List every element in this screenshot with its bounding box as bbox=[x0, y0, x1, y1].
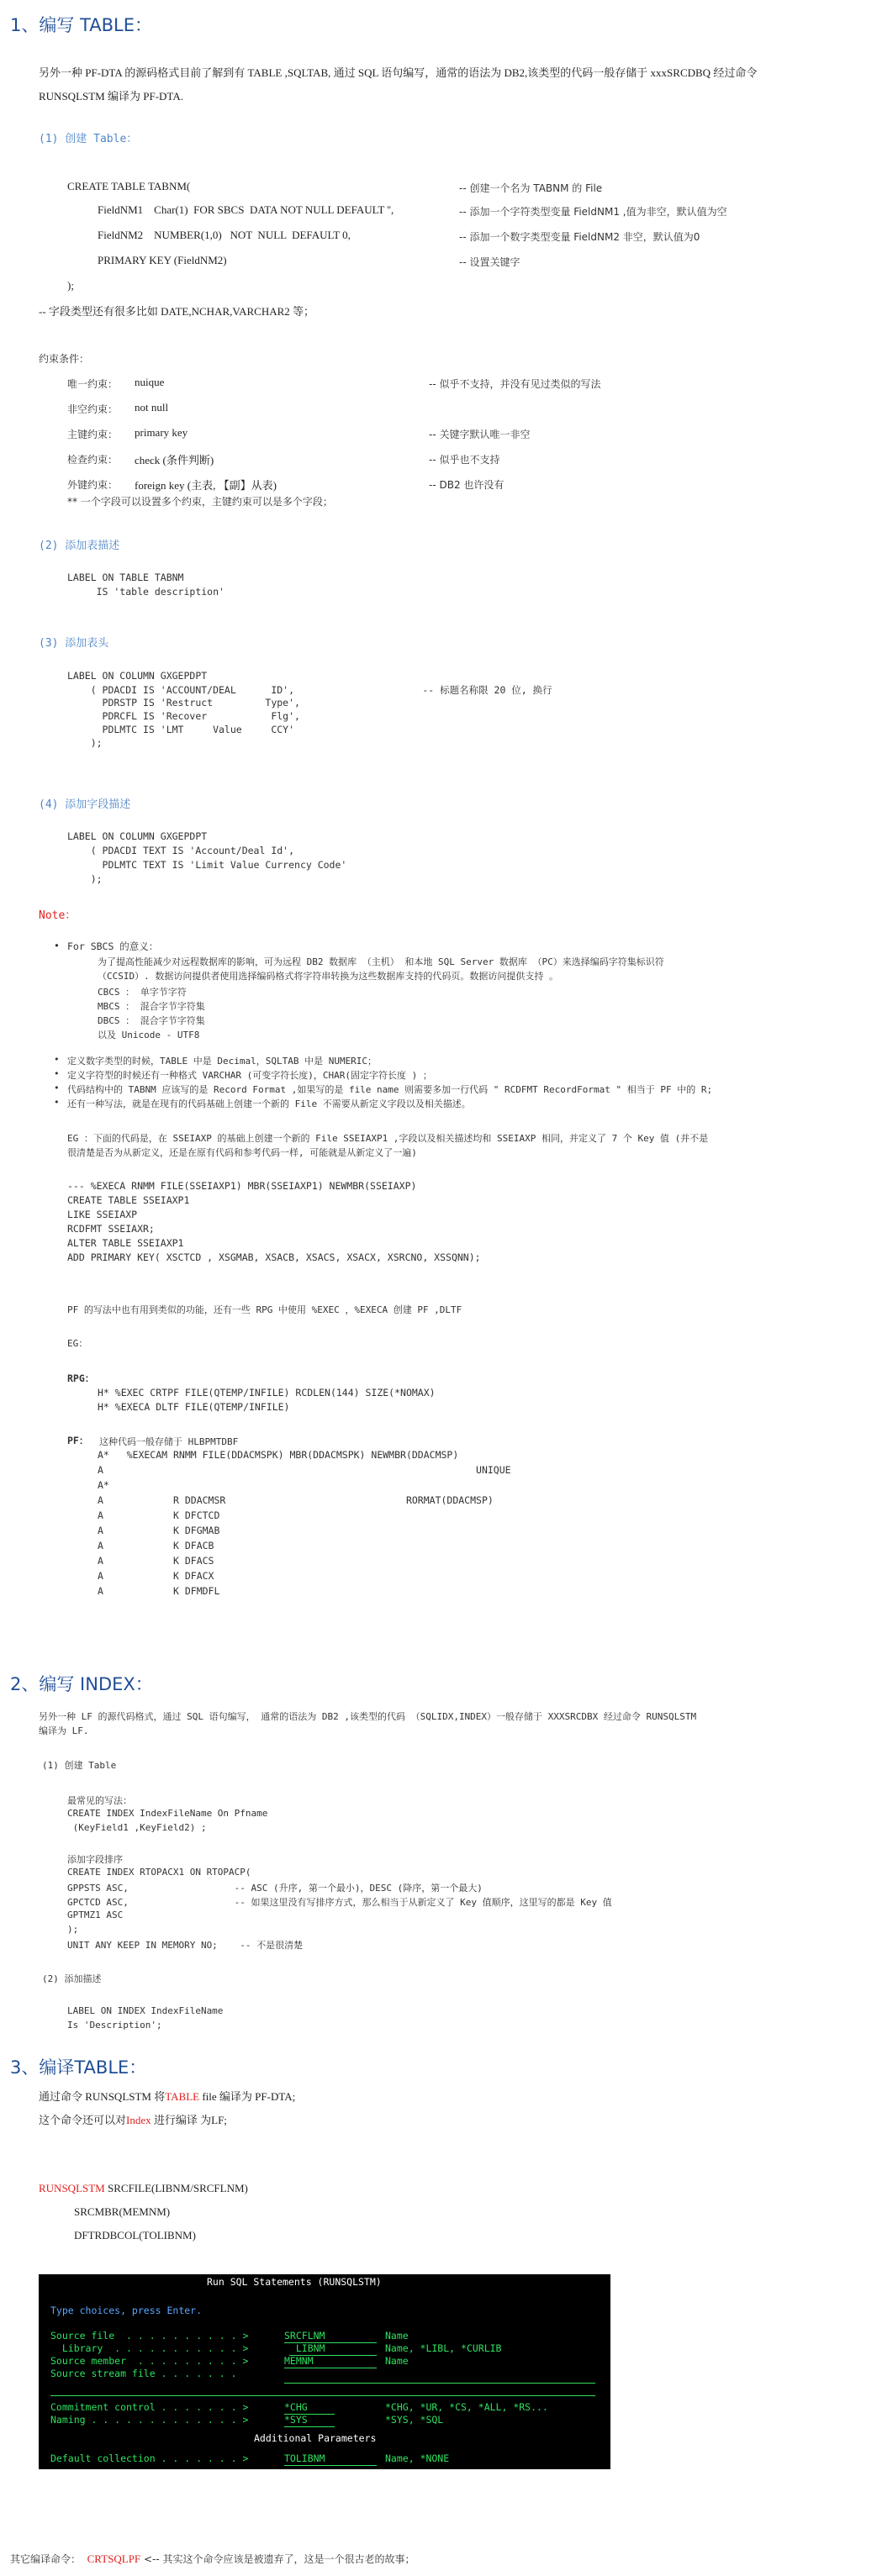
s3-command-1 bbox=[39, 2182, 248, 2195]
eg-code-1: --- %EXECA RNMM FILE(SSEIAXP1) MBR(SSEIAXP1) NEWMBR(SSEIAXP) bbox=[67, 1180, 417, 1192]
s2-step-2-heading: (2) 添加描述 bbox=[42, 1973, 102, 1984]
pf-code-2: A UNIQUE bbox=[98, 1464, 511, 1476]
section-1-title: 1、编写 TABLE： bbox=[10, 15, 152, 35]
note-title: Note： bbox=[39, 909, 77, 922]
terminal-field-library[interactable]: LIBNM bbox=[284, 2342, 325, 2354]
terminal-underline-stream-file-2[interactable] bbox=[50, 2395, 595, 2396]
s3-line-1 bbox=[39, 2088, 295, 2104]
constraint-comment-4: -- 似乎也不支持 bbox=[429, 454, 500, 466]
step3-code-2: ( PDACDI IS 'ACCOUNT/DEAL ID', -- 标题名称限 20 位, 换行 bbox=[67, 684, 552, 696]
terminal-additional-params: Additional Parameters bbox=[254, 2432, 377, 2444]
pf-code-5: A K DFCTCD bbox=[98, 1509, 220, 1521]
section-3-title: 3、编译TABLE： bbox=[10, 2057, 147, 2078]
terminal-label-naming: Naming . . . . . . . . . . . . . > bbox=[50, 2414, 249, 2426]
constraints-note: ** 一个字段可以设置多个约束，主键约束可以是多个字段； bbox=[67, 496, 333, 508]
constraint-value-2: not null bbox=[135, 401, 169, 414]
section-2-title: 2、编写 INDEX： bbox=[10, 1674, 153, 1694]
pf-code-8: A K DFACS bbox=[98, 1555, 214, 1567]
s3-command-args: SRCFILE(LIBNM/SRCFLNM) bbox=[104, 2182, 248, 2194]
s1-step-1-heading: (1) 创建 Table： bbox=[39, 133, 138, 145]
s2-code1-10: ); bbox=[67, 1924, 79, 1935]
eg-code-5: ALTER TABLE SSEIAXP1 bbox=[67, 1237, 184, 1249]
create-line-5: ); bbox=[67, 279, 74, 292]
s1-step-2-heading: (2) 添加表描述 bbox=[39, 540, 120, 552]
s1-step-3-heading: (3) 添加表头 bbox=[39, 637, 109, 650]
rpg-label: RPG： bbox=[67, 1372, 95, 1384]
eg-code-6: ADD PRIMARY KEY( XSCTCD , XSGMAB, XSACB, XSACS, XSACX, XSRCNO, XSSQNN); bbox=[67, 1251, 481, 1263]
s2-code1-5: 添加字段排序 bbox=[67, 1854, 123, 1865]
terminal-title: Run SQL Statements (RUNSQLSTM) bbox=[207, 2276, 382, 2288]
create-comment-1: -- 创建一个名为 TABNM 的 File bbox=[459, 182, 603, 194]
step4-code-4: ); bbox=[67, 873, 103, 885]
create-comment-2: -- 添加一个字符类型变量 FieldNM1 ,值为非空，默认值为空 bbox=[459, 206, 727, 218]
terminal-underline-stream-file-1[interactable] bbox=[284, 2383, 595, 2384]
terminal-hint-source-file: Name bbox=[385, 2330, 409, 2342]
s3-line-1-highlight: TABLE bbox=[165, 2090, 200, 2103]
constraint-label-2: 非空约束： bbox=[67, 403, 119, 415]
s3-line-2 bbox=[39, 2111, 227, 2127]
bullet-2: • 定义字符型的时候还有一种格式 VARCHAR (可变字符长度)，CHAR(固定字符长度 ) ； bbox=[67, 1068, 432, 1082]
terminal-field-source-file[interactable]: SRCFLNM bbox=[284, 2330, 325, 2342]
s1-step-4-heading: (4) 添加字段描述 bbox=[39, 798, 131, 811]
terminal-field-naming[interactable]: *SYS bbox=[284, 2414, 308, 2426]
terminal-underline-naming bbox=[284, 2426, 335, 2427]
constraint-value-4: check (条件判断) bbox=[135, 454, 214, 466]
types-note: -- 字段类型还有很多比如 DATE,NCHAR,VARCHAR2 等； bbox=[39, 305, 315, 318]
pf-code-4: A R DDACMSR RORMAT(DDACMSP) bbox=[98, 1494, 494, 1506]
terminal-label-source-file: Source file . . . . . . . . . . > bbox=[50, 2330, 249, 2342]
step3-code-1: LABEL ON COLUMN GXGEPDPT bbox=[67, 670, 208, 682]
terminal-hint-commitment: *CHG, *UR, *CS, *ALL, *RS... bbox=[385, 2401, 548, 2413]
pf-code-7: A K DFACB bbox=[98, 1540, 214, 1551]
step3-code-4: PDRCFL IS 'Recover Flg', bbox=[67, 710, 300, 722]
pf-code-10: A K DFMDFL bbox=[98, 1585, 220, 1597]
terminal-hint-naming: *SYS, *SQL bbox=[385, 2414, 444, 2426]
sbcs-line-5: DBCS ： 混合字节字符集 bbox=[98, 1015, 205, 1026]
create-line-4: PRIMARY KEY (FieldNM2) bbox=[98, 254, 227, 266]
pf-code-3: A* bbox=[98, 1479, 109, 1491]
s2-intro-line-1: 另外一种 LF 的源代码格式，通过 SQL 语句编写， 通常的语法为 DB2 ,该类型的代码 （SQLIDX,INDEX）一般存储于 XXXSRCDBX 经过命令 RUNSQLSTM bbox=[39, 1711, 697, 1722]
s2-code1-8: GPCTCD ASC, -- 如果这里没有写排序方式，那么相当于从新定义了 Key 值顺序，这里写的都是 Key 值 bbox=[67, 1897, 612, 1908]
sbcs-line-1: 为了提高性能减少对远程数据库的影响，可为远程 DB2 数据库 （主机） 和本地 SQL Server 数据库 （PC）来选择编码字符集标识符 bbox=[98, 956, 664, 967]
terminal-underline-collection bbox=[284, 2465, 377, 2466]
s2-code1-6: CREATE INDEX RTOPACX1 ON RTOPACP( bbox=[67, 1867, 251, 1878]
constraint-label-5: 外键约束： bbox=[67, 479, 119, 491]
runsqlstm-terminal-screen bbox=[39, 2274, 610, 2469]
eg-line-2: 很清楚是否为从新定义，还是在原有代码和参考代码一样, 可能就是从新定义了一遍) bbox=[67, 1147, 417, 1158]
terminal-field-source-member[interactable]: MEMNM bbox=[284, 2355, 314, 2367]
constraint-value-1: nuique bbox=[135, 376, 165, 388]
bullet-1: • 定义数字类型的时候，TABLE 中是 Decimal，SQLTAB 中是 NUMERIC； bbox=[67, 1054, 377, 1067]
terminal-label-source-member: Source member . . . . . . . . . > bbox=[50, 2355, 249, 2367]
pf-code-6: A K DFGMAB bbox=[98, 1525, 220, 1536]
footer-note-highlight: CRTSQLPF bbox=[87, 2552, 141, 2565]
create-line-2: FieldNM1 Char(1) FOR SBCS DATA NOT NULL DEFAULT '', bbox=[98, 203, 394, 216]
terminal-label-collection: Default collection . . . . . . . > bbox=[50, 2452, 249, 2464]
constraint-label-1: 唯一约束： bbox=[67, 378, 119, 390]
constraint-value-3: primary key bbox=[135, 426, 188, 439]
s2-code1-3: (KeyField1 ,KeyField2) ; bbox=[67, 1822, 207, 1833]
constraint-comment-1: -- 似乎不支持，并没有见过类似的写法 bbox=[429, 378, 601, 390]
s2-code2-1: LABEL ON INDEX IndexFileName bbox=[67, 2005, 224, 2016]
pf-code-1: A* %EXECAM RNMM FILE(DDACMSPK) MBR(DDACMSPK) NEWMBR(DDACMSP) bbox=[98, 1449, 459, 1461]
sbcs-line-2: （CCSID）. 数据访问提供者使用选择编码格式将字符串转换为这些数据库支持的代码页。数据访问提供支持 。 bbox=[98, 971, 558, 982]
constraint-comment-3: -- 关键字默认唯一非空 bbox=[429, 429, 531, 440]
s3-command-2: SRCMBR(MEMNM) bbox=[74, 2205, 171, 2218]
step2-code-2: IS 'table description' bbox=[67, 586, 225, 598]
step4-code-3: PDLMTC TEXT IS 'Limit Value Currency Code' bbox=[67, 859, 347, 871]
terminal-field-commitment[interactable]: *CHG bbox=[284, 2401, 308, 2413]
create-line-1: CREATE TABLE TABNM( bbox=[67, 180, 191, 192]
s2-code1-1: 最常见的写法： bbox=[67, 1795, 132, 1806]
eg-line-1: EG ：下面的代码是，在 SSEIAXP 的基础上创建一个新的 File SSEIAXP1 ,字段以及相关描述均和 SSEIAXP 相同，并定义了 7 个 Key 值 (并不是 bbox=[67, 1133, 709, 1144]
footer-note-b: <-- 其实这个命令应该是被遗弃了，这是一个很古老的故事； bbox=[140, 2553, 415, 2565]
terminal-label-library: Library . . . . . . . . . . . > bbox=[50, 2342, 249, 2354]
eg-code-3: LIKE SSEIAXP bbox=[67, 1209, 138, 1220]
sbcs-line-4: MBCS ： 混合字节字符集 bbox=[98, 1001, 205, 1012]
constraints-title: 约束条件： bbox=[39, 353, 90, 365]
constraint-label-4: 检查约束： bbox=[67, 454, 119, 466]
create-comment-4: -- 设置关键字 bbox=[459, 256, 520, 268]
terminal-hint-library: Name, *LIBL, *CURLIB bbox=[385, 2342, 502, 2354]
pf-label: PF： bbox=[67, 1435, 89, 1446]
create-line-3: FieldNM2 NUMBER(1,0) NOT NULL DEFAULT 0, bbox=[98, 229, 351, 241]
terminal-field-collection[interactable]: TOLIBNM bbox=[284, 2452, 325, 2464]
footer-note-a: 其它编译命令： bbox=[10, 2553, 87, 2565]
s2-code2-2: Is 'Description'; bbox=[67, 2020, 162, 2031]
eg2-label: EG： bbox=[67, 1338, 88, 1349]
s3-line-1-b: file 编译为 PF-DTA; bbox=[199, 2090, 296, 2103]
s3-line-2-highlight: Index bbox=[126, 2114, 151, 2126]
rpg-code-1: H* %EXEC CRTPF FILE(QTEMP/INFILE) RCDLEN(144) SIZE(*NOMAX) bbox=[98, 1387, 436, 1399]
s2-code1-11: UNIT ANY KEEP IN MEMORY NO; -- 不是很清楚 bbox=[67, 1940, 304, 1951]
create-comment-3: -- 添加一个数字类型变量 FieldNM2 非空，默认值为0 bbox=[459, 231, 700, 243]
bullet-3: • 代码结构中的 TABNM 应该写的是 Record Format ,如果写的是 file name 则需要多加一行代码 " RCDFMT RecordFormat " 相当于 PF 中的 R; bbox=[67, 1083, 712, 1096]
s2-code1-9: GPTMZ1 ASC bbox=[67, 1910, 124, 1920]
s3-line-2-b: 进行编译 为LF; bbox=[151, 2114, 227, 2126]
constraint-label-3: 主键约束： bbox=[67, 429, 119, 440]
pf-note: PF 的写法中也有用到类似的功能，还有一些 RPG 中使用 %EXEC ，%EXECA 创建 PF ,DLTF bbox=[67, 1304, 462, 1315]
s2-code1-7: GPPSTS ASC, -- ASC (升序, 第一个最小)，DESC (降序，第一个最大) bbox=[67, 1883, 483, 1894]
step4-code-2: ( PDACDI TEXT IS 'Account/Deal Id', bbox=[67, 845, 295, 856]
eg-code-4: RCDFMT SSEIAXR; bbox=[67, 1223, 155, 1235]
s2-code1-2: CREATE INDEX IndexFileName On Pfname bbox=[67, 1808, 268, 1819]
terminal-hint-collection: Name, *NONE bbox=[385, 2452, 450, 2464]
step3-code-6: ); bbox=[67, 737, 103, 749]
rpg-code-2: H* %EXECA DLTF FILE(QTEMP/INFILE) bbox=[98, 1401, 290, 1413]
pf-code-9: A K DFACX bbox=[98, 1570, 214, 1582]
s2-step-1-heading: (1) 创建 Table bbox=[42, 1760, 117, 1771]
step3-code-5: PDLMTC IS 'LMT Value CCY' bbox=[67, 724, 295, 735]
s3-command-name: RUNSQLSTM bbox=[39, 2182, 105, 2194]
s3-command-3: DFTRDBCOL(TOLIBNM) bbox=[74, 2229, 196, 2241]
footer-note bbox=[10, 2552, 415, 2566]
constraint-value-5: foreign key (主表, 【副】从表) bbox=[135, 479, 277, 492]
step4-code-1: LABEL ON COLUMN GXGEPDPT bbox=[67, 830, 208, 842]
step3-code-3: PDRSTP IS 'Restruct Type', bbox=[67, 697, 300, 709]
s2-intro-line-2: 编译为 LF. bbox=[39, 1725, 89, 1736]
sbcs-line-6: 以及 Unicode - UTF8 bbox=[98, 1030, 200, 1040]
s3-line-1-a: 通过命令 RUNSQLSTM 将 bbox=[39, 2090, 166, 2103]
terminal-hint-source-member: Name bbox=[385, 2355, 409, 2367]
terminal-label-stream-file: Source stream file . . . . . . . bbox=[50, 2368, 243, 2379]
pf-code-intro: 这种代码一般存储于 HLBPMTDBF bbox=[99, 1436, 239, 1447]
constraint-comment-5: -- DB2 也许没有 bbox=[429, 479, 505, 491]
terminal-prompt: Type choices, press Enter. bbox=[50, 2305, 203, 2316]
step2-code-1: LABEL ON TABLE TABNM bbox=[67, 572, 184, 583]
sbcs-line-3: CBCS ： 单字节字符 bbox=[98, 987, 187, 998]
eg-code-2: CREATE TABLE SSEIAXP1 bbox=[67, 1194, 190, 1206]
s3-line-2-a: 这个命令还可以对 bbox=[39, 2114, 127, 2126]
bullet-4: • 还有一种写法，就是在现有的代码基础上创建一个新的 File 不需要从新定义字段以及相关描述。 bbox=[67, 1097, 471, 1110]
terminal-label-commitment: Commitment control . . . . . . . > bbox=[50, 2401, 249, 2413]
s1-intro-line-1: 另外一种 PF-DTA 的源码格式目前了解到有 TABLE ,SQLTAB, 通过 SQL 语句编写，通常的语法为 DB2,该类型的代码一般存储于 xxxSRCDBQ 经过命令 bbox=[39, 66, 758, 79]
sbcs-heading: • For SBCS 的意义： bbox=[67, 940, 158, 953]
s1-intro-line-2: RUNSQLSTM 编译为 PF-DTA. bbox=[39, 90, 183, 103]
